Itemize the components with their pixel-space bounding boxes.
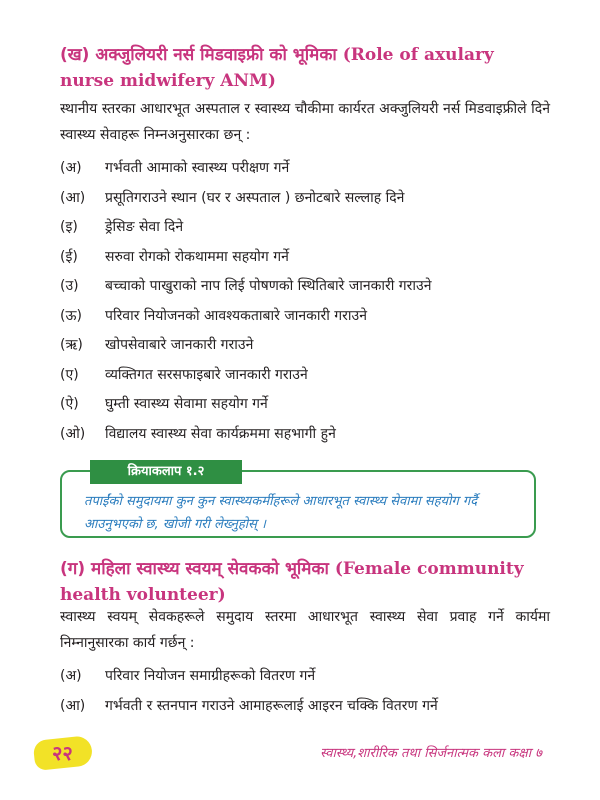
list-item [60,361,550,391]
list-item [60,243,550,273]
list-item-marker: (इ) [60,219,78,235]
section-heading-ga [60,556,550,608]
list-item-marker: (आ) [60,697,86,714]
list-item [60,213,550,243]
list-item-marker: (अ) [60,160,82,176]
list-item-marker: (उ) [60,278,79,294]
list-item-marker: (ऋ) [60,337,83,353]
list-item [60,331,550,361]
list-item-text: घुम्ती स्वास्थ्य सेवामा सहयोग गर्ने [105,396,268,412]
section-ga-list [60,662,550,721]
section-heading-kha-np: (ख) अक्जुलियरी नर्स मिडवाइफ्री को भूमिका [60,45,337,65]
page-footer [0,730,600,770]
list-item-text: खोपसेवाबारे जानकारी गराउने [105,337,254,353]
list-item-marker: (ऐ) [60,396,79,412]
list-item [60,692,550,722]
section-kha-list [60,154,550,449]
section-heading-kha-en: (Role of axulary nurse midwifery ANM) [60,45,494,91]
list-item-marker: (ओ) [60,425,86,442]
list-item [60,154,550,184]
list-item [60,390,550,420]
activity-text: तपाईंको समुदायमा कुन कुन स्वास्थ्यकर्मीहरूले आधारभूत स्वास्थ्य सेवामा सहयोग गर्दै आउनुभएको छ, खोजी गरी लेख्नुहोस् । [84,494,478,532]
list-item-marker: (ई) [60,248,78,265]
list-item [60,662,550,692]
list-item [60,184,550,214]
list-item-text: विद्यालय स्वास्थ्य सेवा कार्यक्रममा सहभागी हुने [105,425,336,442]
page-number: २२ [52,741,73,765]
list-item [60,272,550,302]
section-ga-intro: स्वास्थ्य स्वयम् सेवकहरूले समुदाय स्तरमा आधारभूत स्वास्थ्य सेवा प्रवाह गर्ने कार्यमा निम्नानुसारका कार्य गर्छन् : [60,609,550,651]
section-heading-ga-en: (Female community health volunteer) [60,559,524,605]
section-heading-kha [60,42,550,94]
list-item-marker: (अ) [60,668,82,684]
list-item [60,420,550,450]
section-kha-intro: स्थानीय स्तरका आधारभूत अस्पताल र स्वास्थ्य चौकीमा कार्यरत अक्जुलियरी नर्स मिडवाइफ्रीले दिने स्वास्थ्य सेवाहरू निम्नअनुसारका छन् : [60,101,550,143]
list-item-marker: (आ) [60,189,86,206]
activity-label: क्रियाकलाप १.२ [90,460,242,484]
list-item-text: ड्रेसिङ सेवा दिने [105,219,184,235]
list-item-marker: (ए) [60,366,79,383]
list-item-text: परिवार नियोजन समाग्रीहरूको वितरण गर्ने [105,668,316,684]
list-item [60,302,550,332]
list-item-text: व्यक्तिगत सरसफाइबारे जानकारी गराउने [105,366,308,383]
list-item-text: परिवार नियोजनको आवश्यकताबारे जानकारी गराउने [105,307,367,324]
list-item-text: गर्भवती आमाको स्वास्थ्य परीक्षण गर्ने [105,160,290,176]
list-item-text: प्रसूतिगराउने स्थान (घर र अस्पताल ) छनोटबारे सल्लाह दिने [105,189,405,206]
list-item-marker: (ऊ) [60,307,82,324]
activity-box [60,464,536,538]
list-item-text: सरुवा रोगको रोकथाममा सहयोग गर्ने [105,248,289,265]
book-title: स्वास्थ्य,शारीरिक तथा सिर्जनात्मक कला कक्षा ७ [320,746,542,761]
section-heading-ga-np: (ग) महिला स्वास्थ्य स्वयम् सेवकको भूमिका [60,559,329,579]
list-item-text: बच्चाको पाखुराको नाप लिई पोषणको स्थितिबारे जानकारी गराउने [105,278,432,294]
list-item-text: गर्भवती र स्तनपान गराउने आमाहरूलाई आइरन चक्कि वितरण गर्ने [105,697,438,714]
